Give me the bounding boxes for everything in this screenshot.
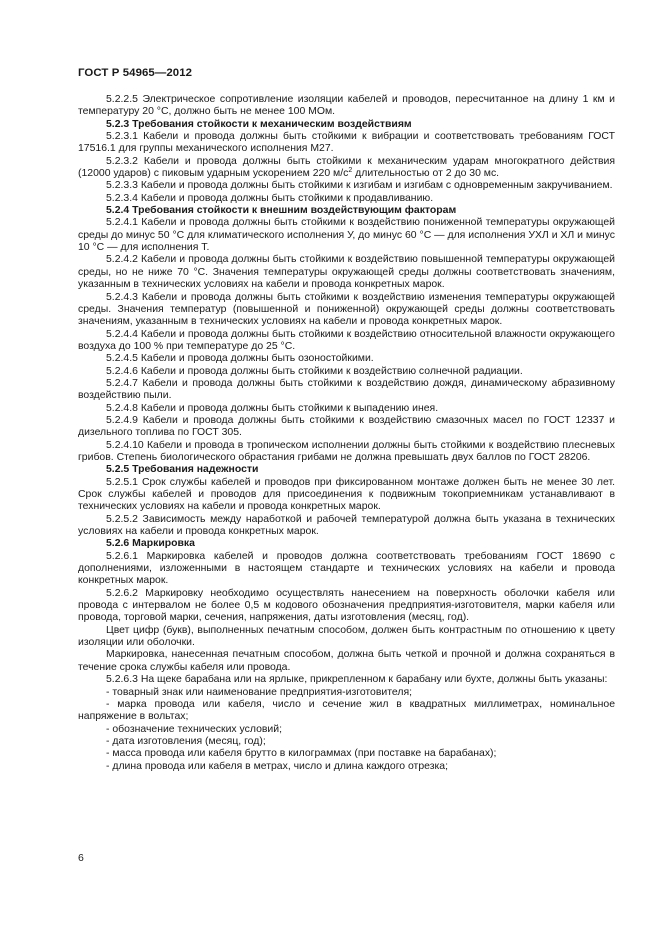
paragraph: 5.2.3.2 Кабели и провода должны быть стойкими к механическим ударам многократного действия (12000 ударов) с пиковым ударным ускорением 220 $м/с^2$ длительностью от 2 до 30 мс.	[78, 155, 615, 180]
paragraph: 5.2.4.2 Кабели и провода должны быть стойкими к воздействию повышенной температуры окружающей среды, но не ниже 70 °С. Значения температуры окружающей среды должны соответствовать значениям, указанным в технических условиях на кабели и провода конкретных марок.	[78, 254, 615, 291]
paragraph: 5.2.4.8 Кабели и провода должны быть стойкими к выпадению инея.	[106, 402, 439, 414]
document-header: ГОСТ Р 54965—2012	[78, 67, 193, 79]
paragraph: 5.2.6.3 На щеке барабана или на ярлыке, прикрепленном к барабану или бухте, должны быть указаны:	[106, 674, 608, 686]
paragraph: 5.2.4.7 Кабели и провода должны быть стойкими к воздействию дождя, динамическому абразивному воздействию пыли.	[78, 377, 615, 402]
paragraph: 5.2.4.3 Кабели и провода должны быть стойкими к воздействию изменения температуры окружающей среды. Значения температур (повышенной и пониженной) окружающей среды должны соответствовать значениям, указанным в технических условиях на кабели и провода конкретных марок.	[78, 291, 615, 328]
paragraph: 5.2.2.5 Электрическое сопротивление изоляции кабелей и проводов, пересчитанное на длину 1 км и температуру 20 °С, должно быть не менее 100 МОм.	[78, 94, 615, 118]
paragraph: 5.2.5.2 Зависимость между наработкой и рабочей температурой должна быть указана в технических условиях на кабели и провода конкретных марок.	[78, 513, 615, 538]
paragraph: Цвет цифр (букв), выполненных печатным способом, должен быть контрастным по отношению к цвету изоляции или оболочки.	[78, 624, 615, 649]
paragraph: 5.2.3.4 Кабели и провода должны быть стойкими к продавливанию.	[106, 192, 434, 204]
page-number: 6	[78, 852, 84, 864]
document-body	[78, 94, 615, 773]
paragraph: 5.2.4.1 Кабели и провода должны быть стойкими к воздействию пониженной температуры окружающей среды до минус 50 °С для климатического исполнения У, до минус 60 °С — для исполнения УХЛ и ХЛ и минус 10 °С — для исполнения Т.	[78, 217, 615, 254]
list-item: - дата изготовления (месяц, год);	[106, 735, 266, 747]
list-item: - длина провода или кабеля в метрах, число и длина каждого отрезка;	[106, 760, 449, 772]
section-heading: 5.2.5 Требования надежности	[106, 464, 259, 476]
list-item: - товарный знак или наименование предприятия-изготовителя;	[106, 686, 413, 698]
paragraph: 5.2.4.9 Кабели и провода должны быть стойкими к воздействию смазочных масел по ГОСТ 12337 и дизельного топлива по ГОСТ 305.	[78, 414, 615, 439]
paragraph: 5.2.6.1 Маркировка кабелей и проводов должна соответствовать требованиям ГОСТ 18690 с дополнениями, изложенными в настоящем стандарте и технических условиях на кабели и провода конкретных марок.	[78, 550, 615, 587]
paragraph: 5.2.4.5 Кабели и провода должны быть озоностойкими.	[106, 353, 374, 365]
paragraph: 5.2.4.6 Кабели и провода должны быть стойкими к воздействию солнечной радиации.	[106, 365, 523, 377]
list-item: - марка провода или кабеля, число и сечение жил в квадратных миллиметрах, номинальное напряжение в вольтах;	[78, 698, 615, 723]
section-heading: 5.2.3 Требования стойкости к механическим воздействиям	[106, 118, 412, 130]
paragraph: 5.2.6.2 Маркировку необходимо осуществлять нанесением на поверхность оболочки кабеля или провода с интервалом не более 0,5 м кодового обозначения предприятия-изготовителя, марки кабеля или провода, торговой марки, сечения, напряжения, даты изготовления (месяц, год).	[78, 587, 615, 624]
section-heading: 5.2.6 Маркировка	[106, 538, 195, 550]
paragraph: Маркировка, нанесенная печатным способом, должна быть четкой и прочной и должна сохраняться в течение срока службы кабеля или провода.	[78, 649, 615, 673]
section-heading: 5.2.4 Требования стойкости к внешним воздействующим факторам	[106, 205, 457, 217]
paragraph: 5.2.5.1 Срок службы кабелей и проводов при фиксированном монтаже должен быть не менее 30 лет. Срок службы кабелей и проводов для присоединения к подвижным токоприемникам устанавливают в технических условиях на кабели и провода конкретных марок.	[78, 476, 615, 513]
paragraph: 5.2.3.1 Кабели и провода должны быть стойкими к вибрации и соответствовать требованиям ГОСТ 17516.1 для группы механического исполнения М27.	[78, 131, 615, 155]
paragraph: 5.2.4.10 Кабели и провода в тропическом исполнении должны быть стойкими к воздействию плесневых грибов. Степень биологического обрастания грибами не должна превышать двух баллов по ГОСТ 28206.	[78, 439, 615, 463]
paragraph: 5.2.3.3 Кабели и провода должны быть стойкими к изгибам и изгибам с одновременным закручиванием.	[106, 180, 613, 192]
list-item: - масса провода или кабеля брутто в килограммах (при поставке на барабанах);	[106, 748, 497, 760]
paragraph: 5.2.4.4 Кабели и провода должны быть стойкими к воздействию относительной влажности окружающего воздуха до 100 % при температуре до 25 °С.	[78, 328, 615, 352]
list-item: - обозначение технических условий;	[106, 723, 282, 735]
